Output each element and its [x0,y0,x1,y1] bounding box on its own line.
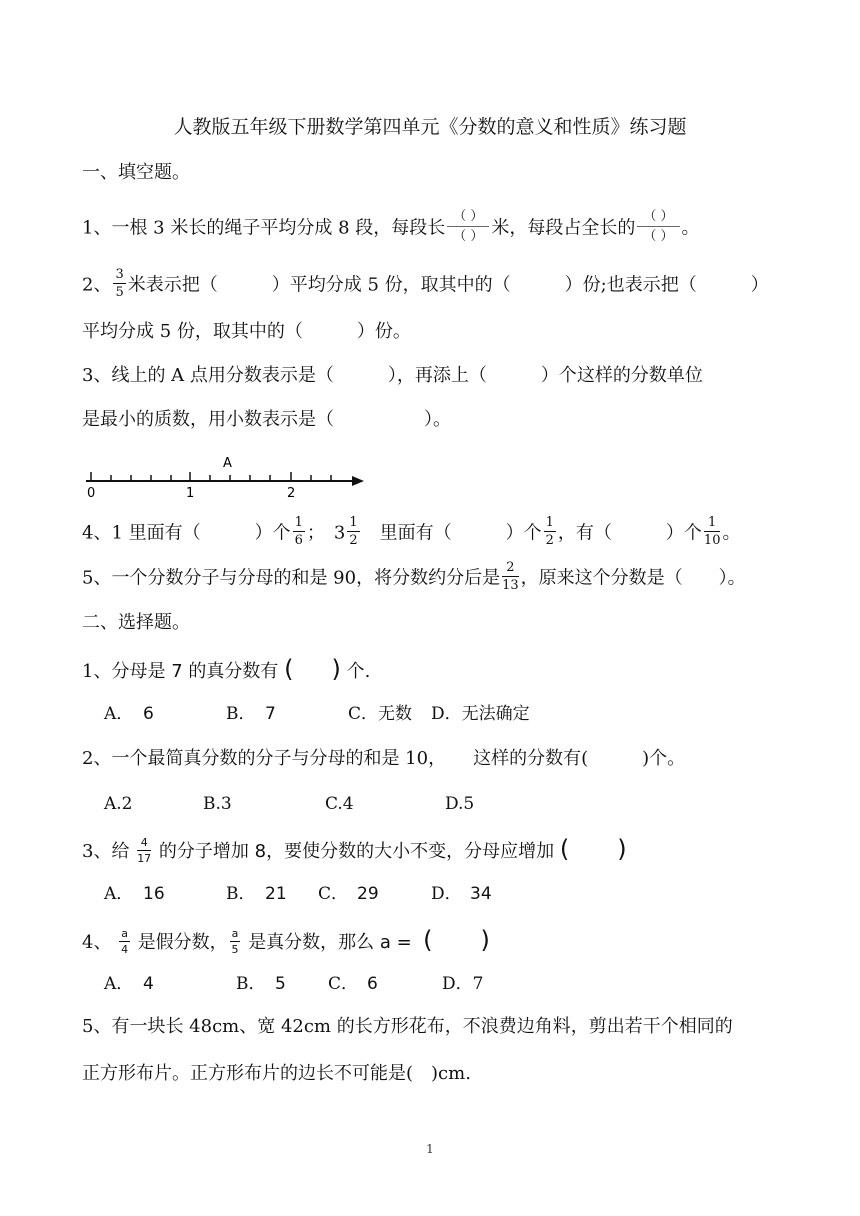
fraction: $\frac{4}{17}$ [137,835,152,865]
page-title: 人教版五年级下册数学第四单元《分数的意义和性质》练习题 [173,116,687,138]
option-d[interactable]: D．7 [442,974,484,994]
option-a[interactable]: A.2 [104,794,133,814]
fraction: $\frac{3}{5}$ [115,267,124,300]
option-b[interactable]: B． [226,884,256,904]
page-number: 1 [426,1142,434,1156]
tick-label-0: 0 [87,486,96,500]
fill-question-5: 5、一个分数分子与分母的和是 90，将分数约分后是 $\frac{2}{13}$ ，原来这个分数是（ ）。 [82,560,746,593]
answer-paren[interactable]: ( ) [559,835,627,863]
tick-label-1: 1 [186,486,195,500]
section-heading-fill: 一、填空题。 [82,162,190,183]
option-b-value: 21 [265,884,287,904]
option-b-value: 7 [265,704,276,724]
fraction: $\frac{1}{10}$ [703,515,721,548]
section-heading-choice: 二、选择题。 [82,612,190,633]
fill-question-3-line2: 是最小的质数，用小数表示是（ ）。 [82,409,451,430]
number-line [82,448,372,500]
option-d[interactable]: D． [431,884,462,904]
option-b-value: 5 [275,974,286,994]
option-a[interactable]: A． [104,704,134,724]
fraction: $\frac{a}{5}$ [231,926,239,956]
option-c[interactable]: C． [328,974,359,994]
option-d-value: 34 [470,884,492,904]
fill-question-2: 2、 $\frac{3}{5}$ 米表示把（ ）平均分成 5 份，取其中的（ ）份;也表示把（ ） [82,267,769,300]
choice-question-3: 3、给 $\frac{4}{17}$ 的分子增加 8，要使分数的大小不变，分母应增加 ( ) [82,835,627,865]
choice-question-4: 4、 $\frac{a}{4}$ 是假分数， $\frac{a}{5}$ 是真分数，那么 a = ( ) [82,926,490,956]
option-b[interactable]: B． [226,704,256,724]
blank-fraction[interactable]: $\frac{( )}{( )}$ [637,210,679,243]
option-c-value: 29 [357,884,379,904]
option-d[interactable]: D．无法确定 [431,704,530,724]
option-c[interactable]: C．无数 [348,704,413,724]
fraction: $\frac{1}{6}$ [294,515,303,548]
choice-question-1: 1、分母是 7 的真分数有 ( ) 个. [82,655,371,683]
fill-question-3: 3、线上的 A 点用分数表示是（ ），再添上（ ）个这样的分数单位 [82,365,703,386]
tick-label-2: 2 [287,486,296,500]
fill-question-4: 4、1 里面有（ ）个 $\frac{1}{6}$ ； 3 $\frac{1}{2}$ 里面有（ ）个 $\frac{1}{2}$ ，有（ ）个 $\frac{1}{10}$ 。 [82,515,741,548]
option-c[interactable]: C． [318,884,349,904]
blank-fraction[interactable]: $\frac{( )}{( )}$ [447,210,489,243]
fraction: $\frac{2}{13}$ [502,560,519,593]
choice-question-5: 5、有一块长 48cm、宽 42cm 的长方形花布，不浪费边角料，剪出若干个相同的 [82,1016,733,1037]
option-c[interactable]: C.4 [325,794,354,814]
option-a-value: 4 [143,974,154,994]
option-c-value: 6 [367,974,378,994]
option-a[interactable]: A． [104,974,134,994]
point-a-label: A [223,456,232,471]
option-b[interactable]: B． [236,974,266,994]
fraction: $\frac{1}{2}$ [545,515,554,548]
choice-question-2: 2、一个最简真分数的分子与分母的和是 10， 这样的分数有( )个。 [82,748,686,769]
fill-question-1: 1、一根 3 米长的绳子平均分成 8 段，每段长 $\frac{( )}{( )}$ 米，每段占全长的 $\frac{( )}{( )}$ 。 [82,209,700,244]
option-a-value: 16 [143,884,165,904]
option-a-value: 6 [143,704,154,724]
option-d[interactable]: D.5 [445,794,475,814]
option-b[interactable]: B.3 [203,794,232,814]
option-a[interactable]: A． [104,884,134,904]
choice-question-5-line2: 正方形布片。正方形布片的边长不可能是( )cm. [82,1063,471,1084]
fraction: $\frac{a}{4}$ [121,926,129,956]
answer-paren[interactable]: ( ) [423,926,490,954]
fill-question-2-line2: 平均分成 5 份，取其中的（ ）份。 [82,321,411,342]
fraction: $\frac{1}{2}$ [349,515,358,548]
